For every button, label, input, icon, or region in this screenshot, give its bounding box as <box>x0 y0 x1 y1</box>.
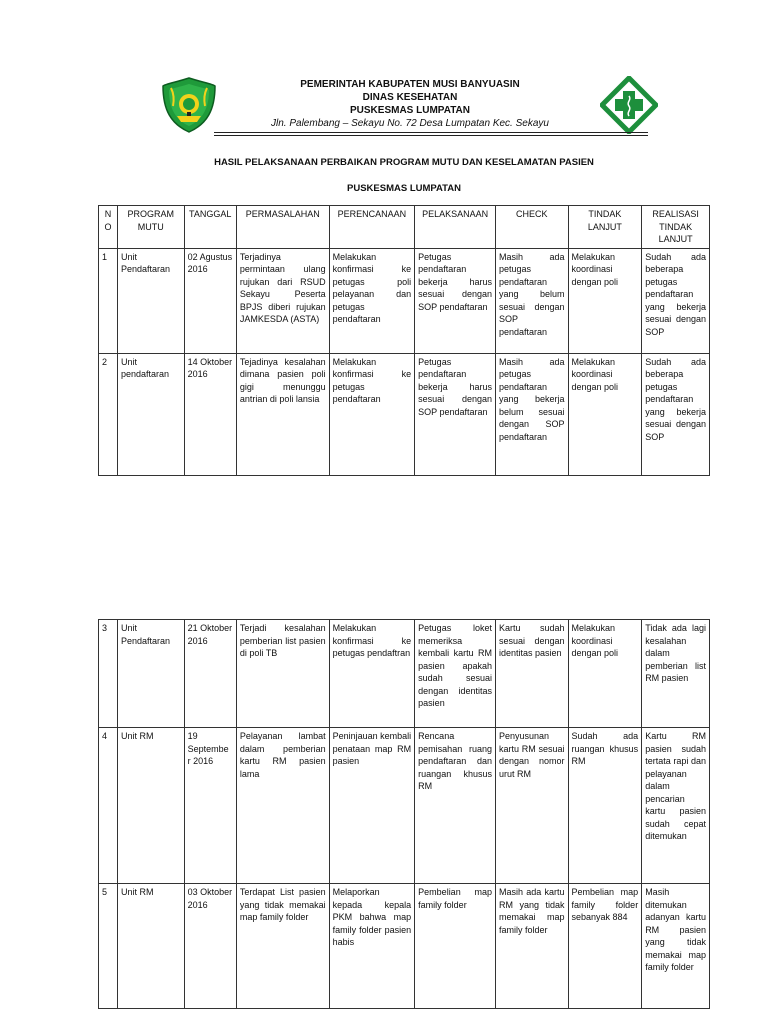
cell-perencanaan: Melakukan konfirmasi ke petugas poli pelayanan dan petugas pendaftaran <box>329 248 415 353</box>
cell-tanggal: 21 Oktober 2016 <box>184 620 236 728</box>
cell-tanggal: 02 Agustus 2016 <box>184 248 236 353</box>
cell-realisasi: Sudah ada beberapa petugas pendaftaran yang bekerja sesuai dengan SOP <box>642 248 710 353</box>
cell-pelaksanaan: Pembelian map family folder <box>415 884 496 1009</box>
cell-program: Unit pendaftaran <box>118 353 185 475</box>
cell-tindak-lanjut: Sudah ada ruangan khusus RM <box>568 728 642 884</box>
cell-pelaksanaan: Petugas pendaftaran bekerja harus sesuai dengan SOP pendaftaran <box>415 353 496 475</box>
table-header-row <box>99 206 710 249</box>
cell-no: 5 <box>99 884 118 1009</box>
letterhead <box>230 78 590 130</box>
cell-perencanaan: Melaporkan kepada kepala PKM bahwa map family folder pasien habis <box>329 884 415 1009</box>
header-divider <box>214 132 648 133</box>
address: Jln. Palembang – Sekayu No. 72 Desa Lumpatan Kec. Sekayu <box>271 118 549 129</box>
cell-permasalahan: Terjadi kesalahan pemberian list pasien di poli TB <box>236 620 329 728</box>
table-row <box>99 728 710 884</box>
agency-name: DINAS KESEHATAN <box>362 92 458 103</box>
cell-realisasi: Kartu RM pasien sudah tertata rapi dan pelayanan dalam pencarian kartu pasien sudah cepat ditemukan <box>642 728 710 884</box>
cell-perencanaan: Melakukan konfirmasi ke petugas pendaftran <box>329 620 415 728</box>
cell-tindak-lanjut: Melakukan koordinasi dengan poli <box>568 620 642 728</box>
cell-pelaksanaan: Rencana pemisahan ruang pendaftaran dan ruangan khusus RM <box>415 728 496 884</box>
cell-tindak-lanjut: Pembelian map family folder sebanyak 884 <box>568 884 642 1009</box>
cell-realisasi: Masih ditemukan adanyan kartu RM pasien yang tidak memakai map family folder <box>642 884 710 1009</box>
cell-pelaksanaan: Petugas loket memeriksa kembali kartu RM pasien apakah sudah sesuai dengan identitas pasien <box>415 620 496 728</box>
col-header-perencanaan: PERENCANAAN <box>329 206 415 249</box>
document-title: HASIL PELAKSANAAN PERBAIKAN PROGRAM MUTU DAN KESELAMATAN PASIEN <box>214 157 594 168</box>
col-header-tanggal: TANGGAL <box>184 206 236 249</box>
cell-check: Masih ada petugas pendaftaran yang bekerja belum sesuai dengan SOP pendaftaran <box>496 353 569 475</box>
cell-program: Unit RM <box>118 728 185 884</box>
cell-program: Unit Pendaftaran <box>118 248 185 353</box>
cell-program: Unit Pendaftaran <box>118 620 185 728</box>
table-row <box>99 884 710 1009</box>
cell-tindak-lanjut: Melakukan koordinasi dengan poli <box>568 353 642 475</box>
col-header-check: CHECK <box>496 206 569 249</box>
col-header-realisasi: REALISASI TINDAK LANJUT <box>642 206 710 249</box>
col-header-program: PROGRAM MUTU <box>118 206 185 249</box>
table-row <box>99 248 710 353</box>
cell-perencanaan: Peninjauan kembali penataan map RM pasien <box>329 728 415 884</box>
cell-permasalahan: Terjadinya permintaan ulang rujukan dari RSUD Sekayu Peserta BPJS diberi rujukan JAMKESDA (ASTA) <box>236 248 329 353</box>
puskesmas-logo <box>600 76 658 134</box>
cell-check: Kartu sudah sesuai dengan identitas pasien <box>496 620 569 728</box>
quality-improvement-table <box>98 205 710 476</box>
clinic-name: PUSKESMAS LUMPATAN <box>350 105 470 116</box>
quality-improvement-table-continued <box>98 619 710 1009</box>
cell-perencanaan: Melakukan konfirmasi ke petugas pendaftaran <box>329 353 415 475</box>
cell-tanggal: 19 Septembe r 2016 <box>184 728 236 884</box>
table-row <box>99 353 710 475</box>
col-header-no: N O <box>99 206 118 249</box>
document-subtitle: PUSKESMAS LUMPATAN <box>347 183 461 194</box>
kabupaten-logo <box>161 76 217 134</box>
cell-realisasi: Tidak ada lagi kesalahan dalam pemberian list RM pasien <box>642 620 710 728</box>
cell-check: Penyusunan kartu RM sesuai dengan nomor urut RM <box>496 728 569 884</box>
cell-pelaksanaan: Petugas pendaftaran bekerja harus sesuai dengan SOP pendaftaran <box>415 248 496 353</box>
cell-no: 4 <box>99 728 118 884</box>
table-row <box>99 620 710 728</box>
cell-permasalahan: Tejadinya kesalahan dimana pasien poli gigi menunggu antrian di poli lansia <box>236 353 329 475</box>
cell-tindak-lanjut: Melakukan koordinasi dengan poli <box>568 248 642 353</box>
cell-no: 1 <box>99 248 118 353</box>
cell-no: 2 <box>99 353 118 475</box>
cell-permasalahan: Pelayanan lambat dalam pemberian kartu RM pasien lama <box>236 728 329 884</box>
cell-program: Unit RM <box>118 884 185 1009</box>
col-header-tindak-lanjut: TINDAK LANJUT <box>568 206 642 249</box>
header-divider <box>214 135 648 136</box>
cell-permasalahan: Terdapat List pasien yang tidak memakai map family folder <box>236 884 329 1009</box>
cell-tanggal: 14 Oktober 2016 <box>184 353 236 475</box>
col-header-pelaksanaan: PELAKSANAAN <box>415 206 496 249</box>
cell-tanggal: 03 Oktober 2016 <box>184 884 236 1009</box>
cell-check: Masih ada petugas pendaftaran yang belum sesuai dengan SOP pendaftaran <box>496 248 569 353</box>
col-header-permasalahan: PERMASALAHAN <box>236 206 329 249</box>
cell-realisasi: Sudah ada beberapa petugas pendaftaran yang bekerja sesuai dengan SOP <box>642 353 710 475</box>
cell-check: Masih ada kartu RM yang tidak memakai map family folder <box>496 884 569 1009</box>
cell-no: 3 <box>99 620 118 728</box>
government-name: PEMERINTAH KABUPATEN MUSI BANYUASIN <box>300 79 520 90</box>
